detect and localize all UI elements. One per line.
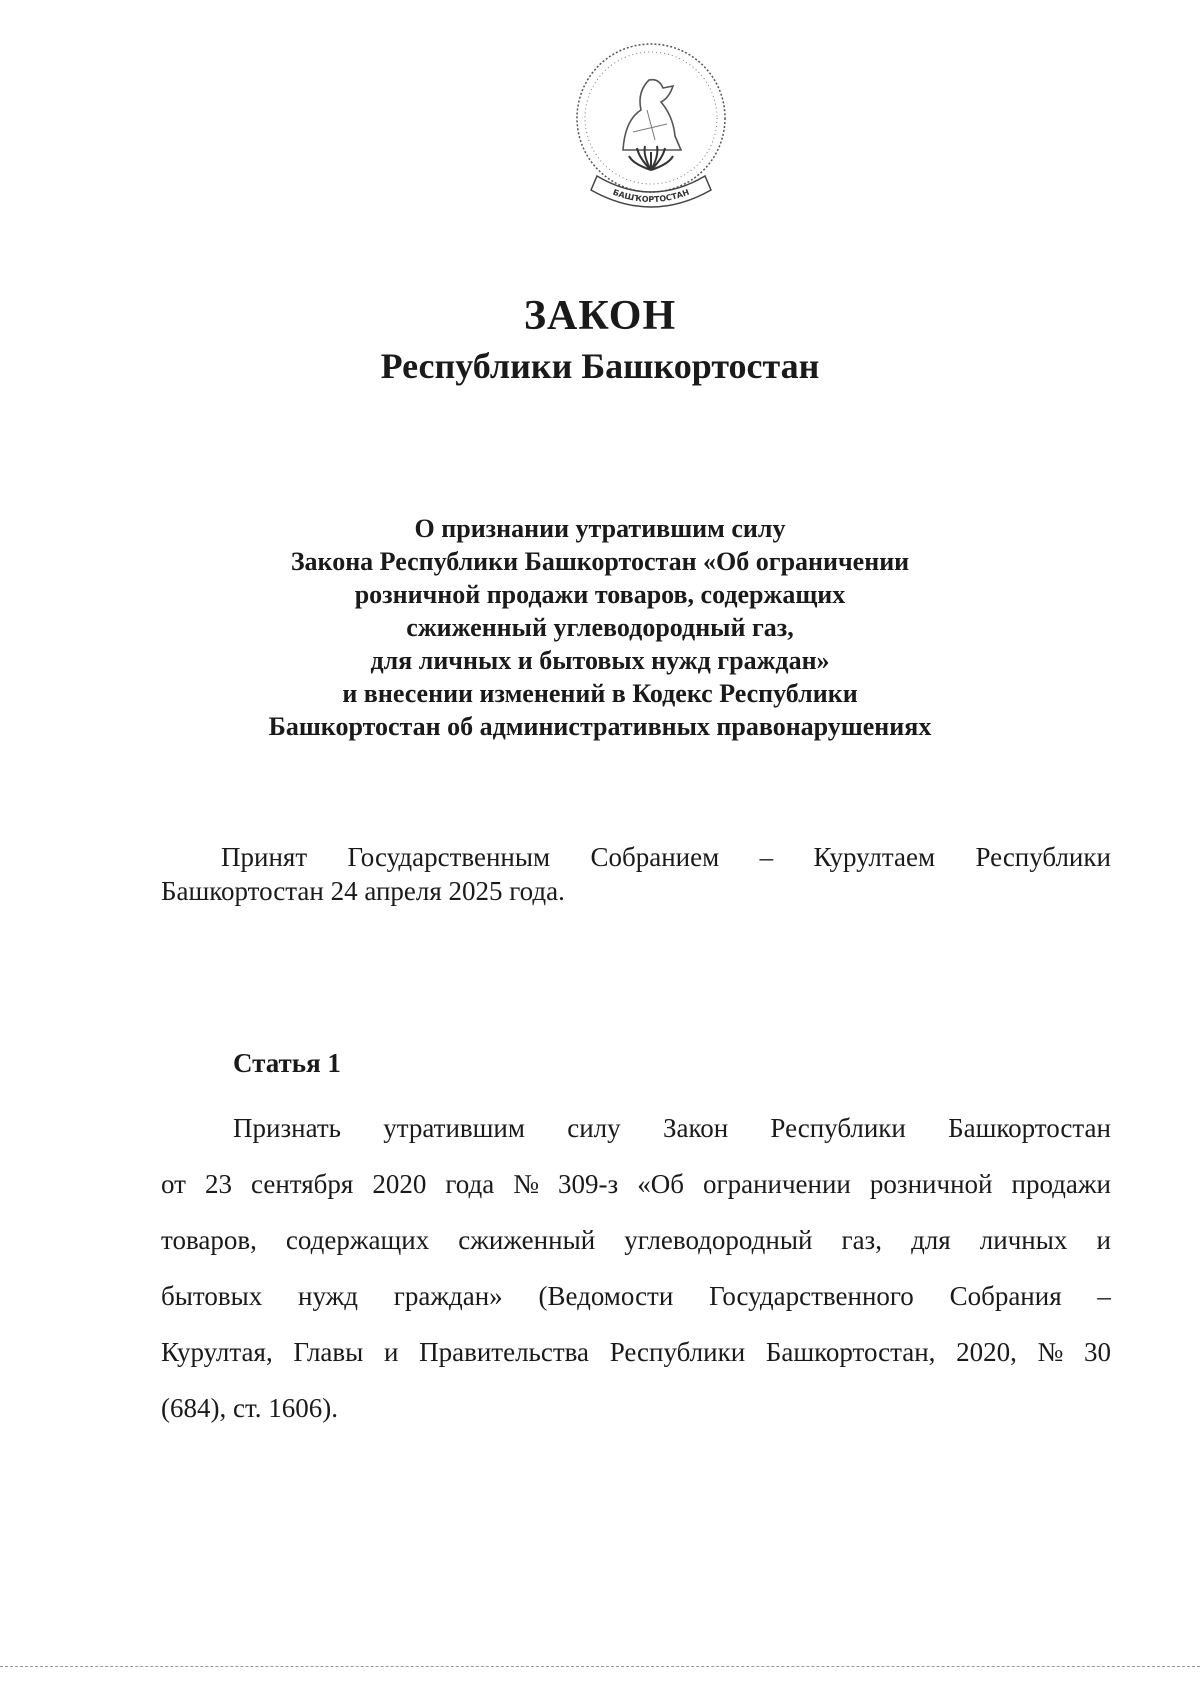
word: 23 xyxy=(204,1169,232,1199)
page-bottom-divider xyxy=(0,1666,1200,1667)
word: (684), ст. 1606). xyxy=(161,1393,338,1423)
word: Государственным xyxy=(347,842,551,872)
word: бытовых xyxy=(161,1281,263,1311)
word: граждан» xyxy=(393,1281,503,1311)
word: Собрания xyxy=(949,1281,1062,1311)
word: сжиженный xyxy=(458,1225,596,1255)
svg-text:БАШҠОРТОСТАН xyxy=(612,188,691,204)
law-subject-heading xyxy=(0,512,1200,743)
word: Принят xyxy=(221,842,308,872)
word: года xyxy=(445,1169,495,1199)
word: Республики xyxy=(975,842,1111,872)
word: 2020, xyxy=(956,1337,1017,1367)
adoption-line-2: Башкортостан 24 апреля 2025 года. xyxy=(161,876,565,906)
word: сентября xyxy=(251,1169,354,1199)
emblem-ribbon-text: БАШҠОРТОСТАН xyxy=(611,187,691,205)
word: – xyxy=(759,842,774,872)
word: газ, xyxy=(841,1225,882,1255)
article-line xyxy=(161,1212,1111,1268)
word: Республики xyxy=(609,1337,746,1367)
subject-line: Башкортостан об административных правонарушениях xyxy=(268,712,932,741)
word: Республики xyxy=(770,1113,906,1143)
word: Правительства xyxy=(419,1337,590,1367)
article-line xyxy=(161,1324,1111,1380)
word: Башкортостан xyxy=(948,1113,1111,1143)
article-line xyxy=(161,1156,1111,1212)
word: № xyxy=(1037,1337,1064,1367)
word: личных xyxy=(979,1225,1068,1255)
word: товаров, xyxy=(161,1225,257,1255)
subject-line: и внесении изменений в Кодекс Республики xyxy=(342,679,858,708)
word: силу xyxy=(567,1113,621,1143)
word: Закон xyxy=(662,1113,729,1143)
word: содержащих xyxy=(285,1225,430,1255)
word: Курултаем xyxy=(813,842,936,872)
word: и xyxy=(1096,1225,1111,1255)
word: № xyxy=(513,1169,539,1199)
word: ограничении xyxy=(703,1169,851,1199)
word: от xyxy=(161,1169,186,1199)
word: 2020 xyxy=(372,1169,427,1199)
word: Курултая, xyxy=(161,1337,273,1367)
coat-of-arms-emblem xyxy=(563,40,739,224)
word: для xyxy=(911,1225,951,1255)
word: углеводородный xyxy=(624,1225,813,1255)
adoption-line-1 xyxy=(161,840,1111,874)
subject-line: сжиженный углеводородный газ, xyxy=(406,613,794,642)
article-line xyxy=(161,1380,1111,1436)
word: – xyxy=(1097,1281,1111,1311)
word: Собранием xyxy=(590,842,720,872)
article-heading: Статья 1 xyxy=(233,1048,341,1078)
article-line xyxy=(161,1100,1111,1156)
subject-line: О признании утратившим силу xyxy=(414,514,786,543)
adoption-statement xyxy=(161,840,1111,908)
article-line xyxy=(161,1268,1111,1324)
word: (Ведомости xyxy=(538,1281,674,1311)
word: утратившим xyxy=(383,1113,525,1143)
word: «Об xyxy=(637,1169,684,1199)
word: Главы xyxy=(293,1337,364,1367)
word: Государственного xyxy=(709,1281,914,1311)
word: 30 xyxy=(1083,1337,1111,1367)
subject-line: Закона Республики Башкортостан «Об ограничении xyxy=(290,547,910,576)
word: нужд xyxy=(298,1281,358,1311)
word: Башкортостан, xyxy=(765,1337,936,1367)
subject-line: для личных и бытовых нужд граждан» xyxy=(370,646,830,675)
word: продажи xyxy=(1011,1169,1111,1199)
subject-line: розничной продажи товаров, содержащих xyxy=(354,580,846,609)
word: и xyxy=(383,1337,399,1367)
document-issuer-subtitle: Республики Башкортостан xyxy=(380,346,820,386)
word: Признать xyxy=(233,1113,341,1143)
word: 309-з xyxy=(558,1169,619,1199)
document-type-title: ЗАКОН xyxy=(523,293,677,339)
word: розничной xyxy=(869,1169,993,1199)
article-text xyxy=(161,1100,1111,1436)
